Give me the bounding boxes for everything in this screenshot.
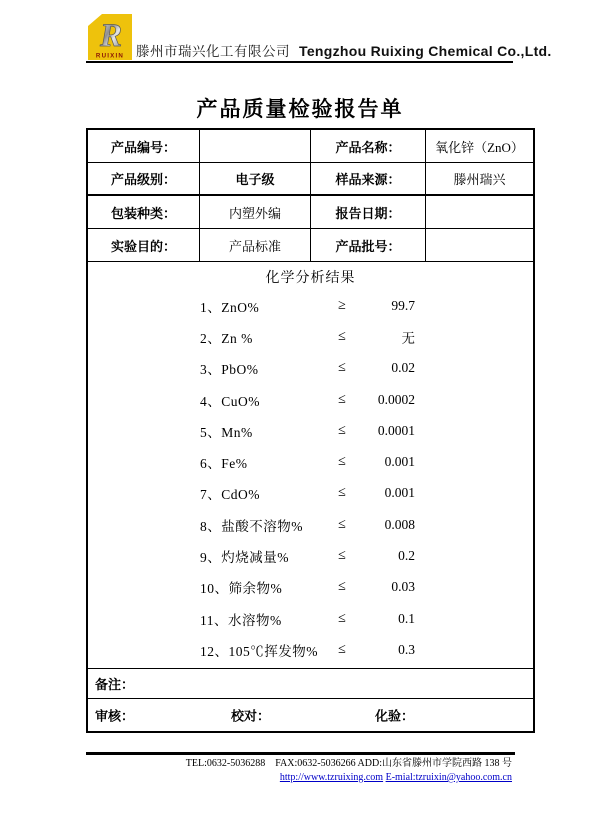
analysis-item-value: 0.03 (391, 579, 415, 595)
analysis-item-operator: ≤ (338, 454, 346, 470)
analysis-item-label: 9、灼烧减量% (200, 550, 289, 566)
analysis-item-value: 0.1 (398, 610, 415, 626)
svg-text:R: R (99, 18, 123, 54)
analysis-item-label: 11、水溶物% (200, 612, 282, 628)
analysis-item-row (88, 603, 533, 634)
analysis-item-operator: ≤ (338, 548, 346, 564)
analysis-item-operator: ≥ (338, 297, 346, 313)
analysis-item-operator: ≤ (338, 516, 346, 532)
info-row-product-number (88, 130, 533, 163)
analysis-item-value: 0.001 (384, 454, 415, 470)
proofread-label: 校对： (231, 708, 271, 724)
analysis-item-operator: ≤ (338, 610, 346, 626)
footer-links-line (0, 771, 512, 785)
footer (0, 757, 512, 785)
analysis-item-operator: ≤ (338, 579, 346, 595)
analysis-item-label: 12、105℃挥发物% (200, 643, 318, 659)
analysis-item-label: 6、Fe% (200, 456, 248, 472)
sample-source-value: 滕州瑞兴 (453, 172, 506, 187)
analysis-item-row (88, 478, 533, 509)
analysis-item-operator: ≤ (338, 641, 346, 657)
info-row-product-grade (88, 163, 533, 196)
remarks-row (88, 669, 533, 699)
packaging-type-value: 内塑外编 (200, 196, 311, 228)
report-table (86, 128, 535, 733)
website-link[interactable]: http://www.tzruixing.com (279, 772, 384, 783)
analysis-item-label: 5、Mn% (200, 424, 253, 440)
analysis-item-value: 0.2 (398, 548, 415, 564)
remarks-label: 备注： (95, 677, 135, 692)
analysis-item-operator: ≤ (338, 485, 346, 501)
analysis-item-row (88, 353, 533, 384)
company-name-chinese: 滕州市瑞兴化工有限公司 (136, 44, 290, 59)
analysis-item-value: 0.02 (391, 360, 415, 376)
analysis-item-label: 7、CdO% (200, 487, 260, 503)
analysis-item-label: 4、CuO% (200, 393, 260, 409)
analysis-item-operator: ≤ (338, 391, 346, 407)
analysis-item-operator: ≤ (338, 360, 346, 376)
analysis-item-value: 无 (401, 330, 415, 346)
batch-number-value (426, 229, 533, 261)
email-link[interactable]: E-mial:tzruixin@yahoo.com.cn (385, 772, 512, 783)
footer-contact-line: TEL:0632-5036288 FAX:0632-5036266 ADD:山东省滕州市学院西路 138 号 (185, 758, 512, 769)
analysis-item-row (88, 415, 533, 446)
analysis-item-label: 10、筛余物% (200, 581, 283, 597)
analysis-item-label: 3、PbO% (200, 362, 259, 378)
product-number-value (200, 130, 311, 162)
ruixin-logo-icon (88, 14, 132, 60)
analysis-item-row (88, 634, 533, 665)
product-name-label: 产品名称： (311, 130, 426, 162)
company-logo (88, 14, 132, 60)
analysis-item-row (88, 384, 533, 415)
analysis-item-value: 0.001 (384, 485, 415, 501)
info-row-packaging (88, 196, 533, 229)
packaging-type-label: 包装种类： (88, 196, 200, 228)
product-grade-value: 电子级 (200, 163, 311, 194)
page-title: 产品质量检验报告单 (196, 98, 404, 121)
analysis-item-row (88, 446, 533, 477)
product-name-value: 氧化锌（ZnO） (435, 139, 524, 155)
analysis-item-value: 0.008 (384, 516, 415, 532)
svg-text:RUIXIN: RUIXIN (95, 52, 125, 60)
sample-source-label: 样品来源： (311, 163, 426, 194)
test-purpose-value: 产品标准 (200, 229, 311, 261)
header-divider (86, 61, 513, 63)
test-purpose-label: 实验目的： (88, 229, 200, 261)
analysis-item-value: 0.0001 (377, 422, 415, 438)
analysis-item-row (88, 572, 533, 603)
info-row-purpose (88, 229, 533, 262)
analysis-item-row (88, 509, 533, 540)
chemical-analysis-items (88, 290, 533, 666)
product-grade-label: 产品级别： (88, 163, 200, 194)
assay-label: 化验： (375, 708, 415, 724)
chemical-analysis-title: 化学分析结果 (265, 271, 356, 286)
footer-divider (86, 752, 515, 755)
analysis-item-operator: ≤ (338, 422, 346, 438)
chemical-analysis-section (88, 262, 533, 669)
analysis-item-row (88, 540, 533, 571)
analysis-item-label: 2、Zn % (200, 330, 253, 346)
analysis-item-operator: ≤ (338, 328, 346, 344)
analysis-item-row (88, 321, 533, 352)
report-date-value (426, 196, 533, 228)
analysis-item-label: 8、盐酸不溶物% (200, 518, 303, 534)
batch-number-label: 产品批号： (311, 229, 426, 261)
analysis-item-value: 0.3 (398, 641, 415, 657)
signoff-row (88, 699, 533, 731)
company-name-line (136, 40, 552, 60)
review-label: 审核： (95, 708, 135, 724)
report-date-label: 报告日期： (311, 196, 426, 228)
analysis-item-value: 0.0002 (377, 391, 415, 407)
analysis-item-row (88, 290, 533, 321)
company-name-english: Tengzhou Ruixing Chemical Co.,Ltd. (299, 43, 552, 59)
product-number-label: 产品编号： (88, 130, 200, 162)
analysis-item-label: 1、ZnO% (200, 299, 260, 315)
analysis-item-value: 99.7 (391, 297, 415, 313)
